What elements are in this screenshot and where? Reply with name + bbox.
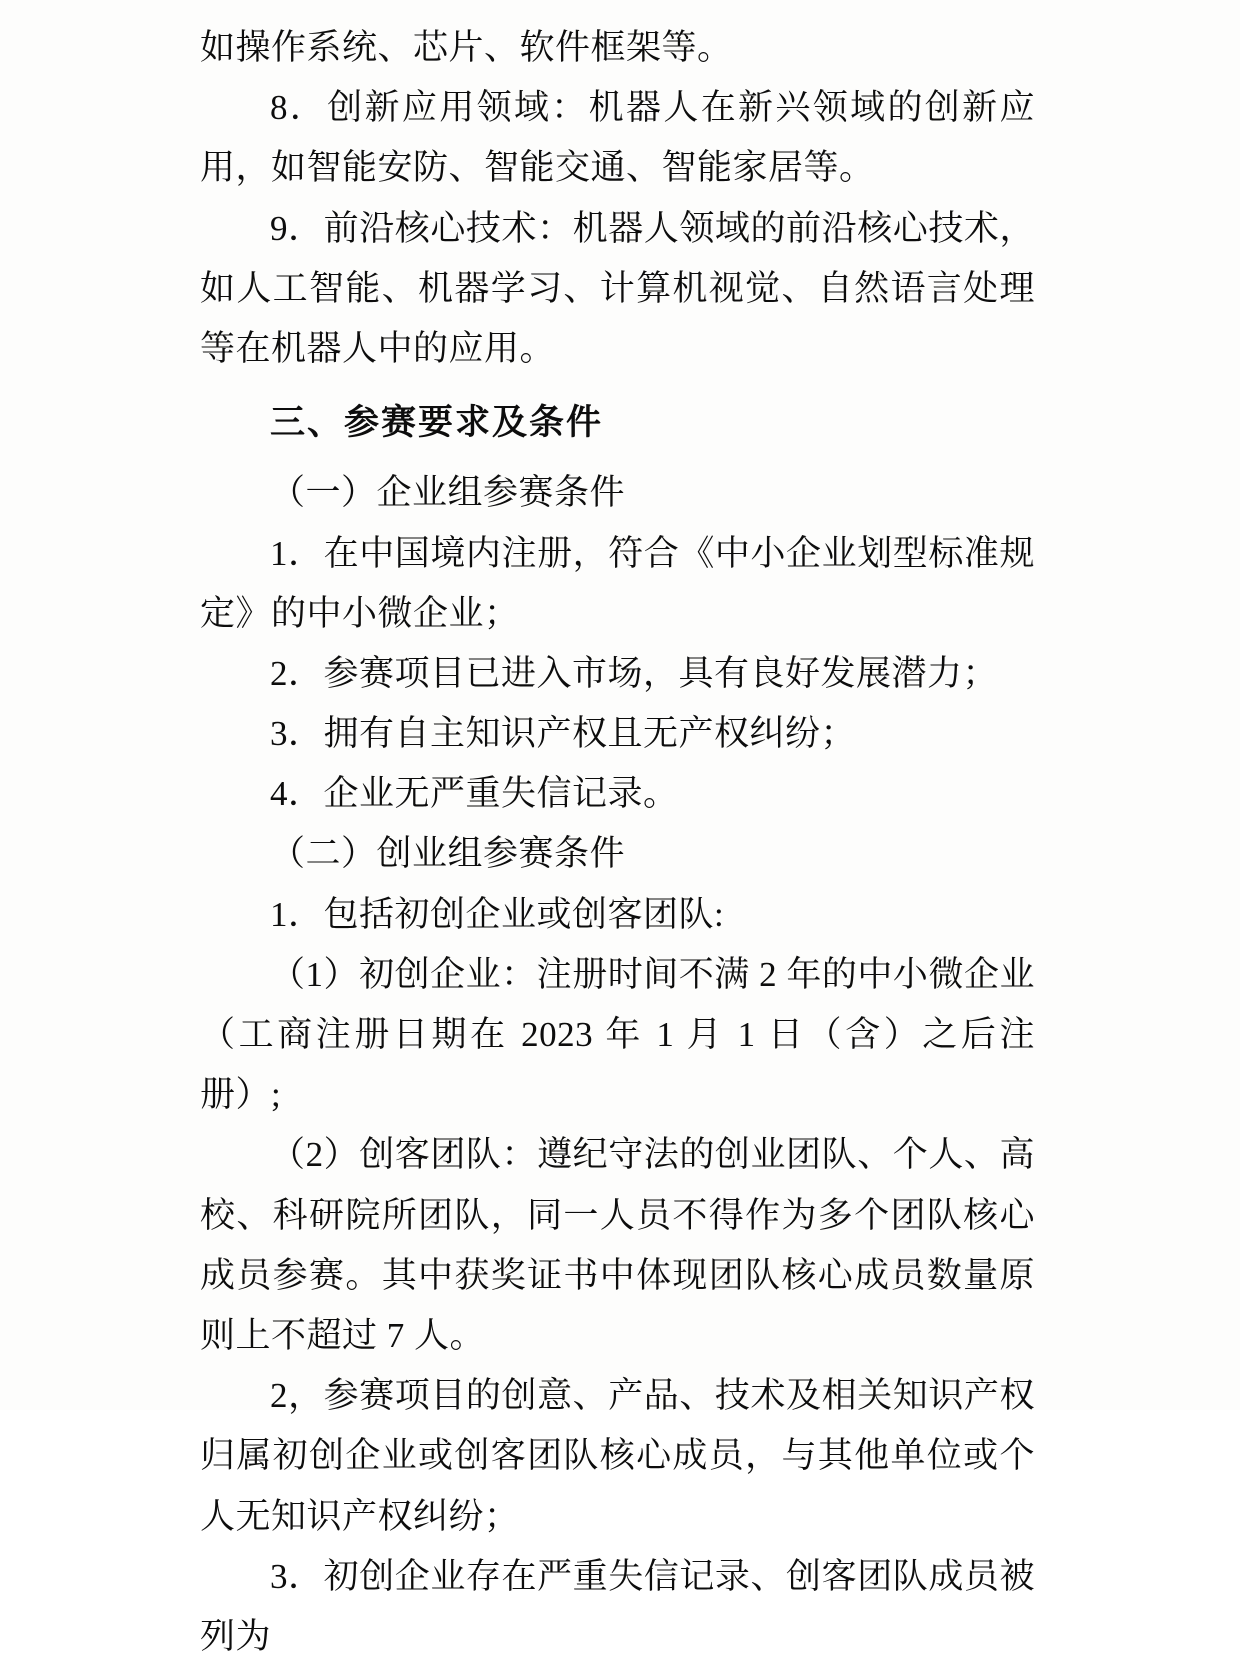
startup-condition-2: 2，参赛项目的创意、产品、技术及相关知识产权归属初创企业或创客团队核心成员，与其他单位或个人无知识产权纠纷； [200,1376,1035,1536]
section-heading-3: 三、参赛要求及条件 [270,403,604,443]
startup-condition-3: 3．初创企业存在严重失信记录、创客团队成员被列为 [200,1556,1035,1656]
startup-condition-1-1: （1）初创企业：注册时间不满 2 年的中小微企业（工商注册日期在 2023 年 1 月 1 日（含）之后注册）; [200,954,1035,1115]
startup-condition-1-2: （2）创客团队：遵纪守法的创业团队、个人、高校、科研院所团队，同一人员不得作为多个团队核心成员参赛。其中获奖证书中体现团队核心成员数量原则上不超过 7 人。 [200,1135,1035,1355]
paragraph-continuation: 如操作系统、芯片、软件框架等。 [200,28,733,67]
list-item-8: 8．创新应用领域：机器人在新兴领域的创新应用，如智能安防、智能交通、智能家居等。 [200,88,1035,188]
enterprise-condition-2: 2．参赛项目已进入市场，具有良好发展潜力； [270,653,999,693]
enterprise-condition-3: 3．拥有自主知识产权且无产权纠纷； [270,714,857,754]
subsection-heading-enterprise: （一）企业组参赛条件 [270,473,626,513]
enterprise-condition-1: 1．在中国境内注册，符合《中小企业划型标准规定》的中小微企业； [200,533,1035,633]
startup-condition-1: 1．包括初创企业或创客团队: [270,894,725,934]
subsection-heading-startup: （二）创业组参赛条件 [270,834,626,874]
document-body [200,18,1035,1667]
list-item-9: 9．前沿核心技术：机器人领域的前沿核心技术，如人工智能、机器学习、计算机视觉、自然语言处理等在机器人中的应用。 [200,208,1035,368]
enterprise-condition-4: 4．企业无严重失信记录。 [270,774,679,814]
